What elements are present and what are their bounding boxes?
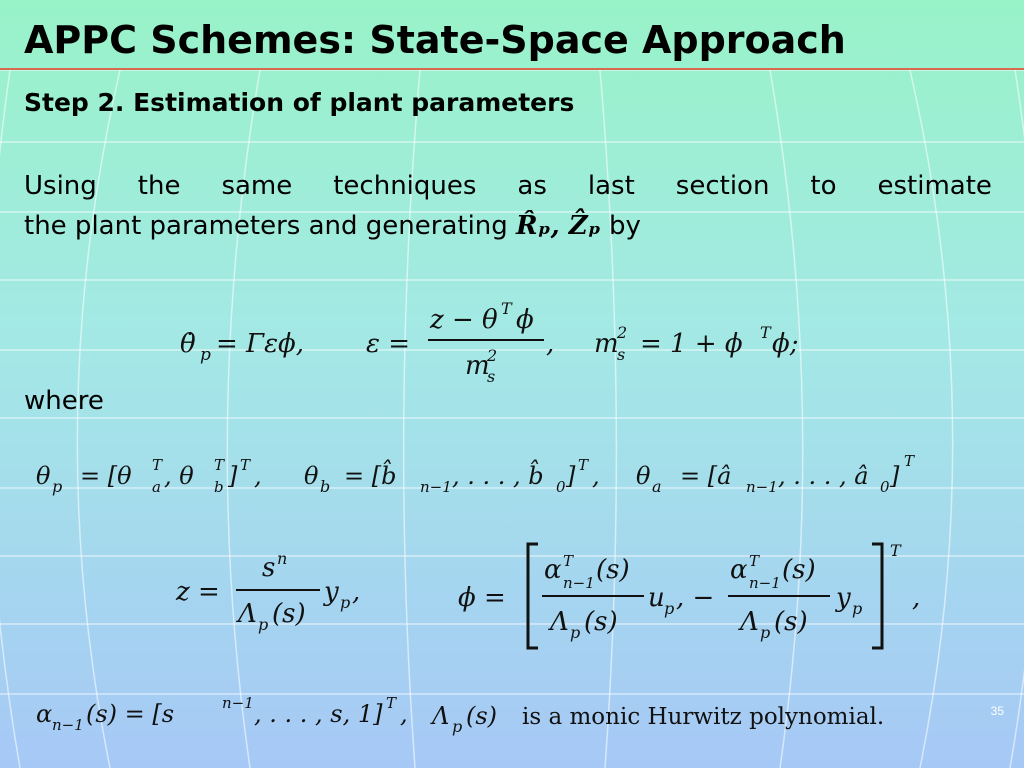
lambda-symbol: Λ	[432, 702, 450, 730]
ta-T: T	[904, 452, 915, 470]
alpha-lhs-tail: (s) = [s	[86, 700, 175, 728]
f1-num: α	[544, 555, 562, 585]
ms-sub: s	[617, 345, 626, 364]
tp-lhs: θ	[36, 462, 51, 490]
intro-line-2-prefix: the plant parameters and generating	[24, 211, 508, 241]
intro-word: section	[675, 171, 770, 201]
slide-title: APPC Schemes: State-Space Approach	[24, 18, 846, 62]
f2-den-tail: (s)	[774, 607, 808, 637]
tb-0: 0	[556, 478, 566, 496]
tb-dots: , . . . , b̂	[452, 462, 544, 490]
intro-word: the	[137, 171, 181, 201]
f2-den: Λ	[740, 607, 759, 637]
eps-den-sub: s	[487, 367, 496, 386]
phi-lhs: ϕ =	[458, 583, 506, 613]
ta-lhs: θ	[636, 462, 651, 490]
eps-tail: ,	[546, 329, 555, 359]
tp-T: T	[240, 456, 251, 474]
intro-math-symbols: R̂ₚ, Ẑₚ	[516, 211, 601, 241]
z-den: Λ	[238, 599, 257, 629]
f1-num-sup: T	[563, 552, 574, 570]
yp2-sub: p	[852, 599, 863, 618]
intro-word: as	[517, 171, 547, 201]
ta-0: 0	[880, 478, 890, 496]
tb-sub: b	[320, 477, 331, 496]
ms-rhs: = 1 + ϕ	[640, 329, 743, 359]
outer-comma: ,	[912, 583, 921, 613]
alpha-comma: ,	[400, 700, 408, 728]
ta-rhs: = [â	[680, 462, 732, 490]
z-num-sup: n	[277, 549, 288, 568]
tp-a-sup: T	[152, 456, 163, 474]
f1-num-sub: n−1	[563, 574, 595, 592]
outer-T: T	[890, 541, 901, 560]
hurwitz-text: is a monic Hurwitz polynomial.	[522, 704, 885, 730]
z-yp-sub: p	[340, 593, 351, 612]
tb-lhs: θ	[304, 462, 319, 490]
f2-num-sub: n−1	[749, 574, 781, 592]
intro-word: to	[810, 171, 837, 201]
eps-num: z − θ	[430, 305, 498, 335]
tp-a-sub: a	[152, 478, 161, 496]
f1-num-tail: (s)	[596, 555, 630, 585]
alpha-list-T: T	[386, 694, 397, 712]
tp-comma: ,	[254, 462, 262, 490]
alpha-s-sup: n−1	[222, 694, 254, 712]
tb-comma: ,	[592, 462, 600, 490]
z-yp: y	[324, 577, 339, 607]
up: u	[648, 583, 665, 613]
tp-close: ]	[228, 462, 238, 490]
tp-mid: , θ	[164, 462, 194, 490]
theta-dot-sub: p	[200, 345, 211, 365]
intro-line-2-suffix: by	[608, 211, 641, 241]
alpha-list: , . . . , s, 1]	[254, 700, 383, 728]
ta-n1: n−1	[746, 478, 778, 496]
yp2: y	[836, 583, 851, 613]
z-den-tail: (s)	[272, 599, 306, 629]
z-den-sub: p	[258, 615, 269, 634]
lambda-tail: (s)	[466, 702, 498, 730]
tb-rhs: = [b̂	[344, 462, 397, 490]
lambda-sub: p	[452, 717, 463, 736]
f1-den-sub: p	[570, 623, 581, 642]
tb-n1: n−1	[420, 478, 452, 496]
where-label: where	[24, 386, 104, 416]
tp-b-sub: b	[214, 478, 224, 496]
title-divider	[0, 68, 1024, 70]
eps-num-sup: T	[501, 299, 512, 318]
f2-num-tail: (s)	[782, 555, 816, 585]
f1-den-tail: (s)	[584, 607, 618, 637]
tb-close: ]	[566, 462, 576, 490]
eps-lhs: ε =	[366, 329, 411, 359]
intro-word: last	[587, 171, 635, 201]
alpha-lhs: α	[36, 700, 53, 728]
z-comma: ,	[352, 577, 361, 607]
z-lhs: z =	[176, 577, 220, 607]
theta-dot: θ̇	[180, 329, 196, 359]
z-num: s	[262, 553, 276, 583]
tp-rhs: = [θ	[80, 462, 132, 490]
intro-line-2	[24, 206, 992, 246]
f2-num-sup: T	[749, 552, 760, 570]
theta-dot-rhs: = Γεϕ,	[216, 329, 305, 359]
eps-den-sup: 2	[487, 346, 498, 365]
phi-mid: , −	[676, 583, 715, 613]
ta-close: ]	[890, 462, 900, 490]
intro-paragraph	[24, 166, 992, 246]
intro-line-1	[24, 166, 992, 206]
f2-num: α	[730, 555, 748, 585]
up-sub: p	[664, 599, 675, 618]
f2-den-sub: p	[760, 623, 771, 642]
ta-dots: , . . . , â	[778, 462, 869, 490]
f1-den: Λ	[550, 607, 569, 637]
ms-rhs-sup: T	[760, 323, 771, 342]
intro-word: estimate	[877, 171, 992, 201]
intro-word: same	[221, 171, 293, 201]
slide-subtitle: Step 2. Estimation of plant parameters	[24, 88, 575, 117]
ms-rhs-tail: ϕ;	[772, 329, 799, 359]
tp-b-sup: T	[214, 456, 225, 474]
eps-den: m	[465, 351, 490, 381]
eps-num-tail: ϕ	[516, 305, 534, 335]
ta-sub: a	[652, 477, 662, 496]
page-number: 35	[990, 704, 1004, 718]
tp-sub: p	[52, 477, 63, 496]
tb-T: T	[578, 456, 589, 474]
ms-lhs: m	[594, 329, 619, 359]
alpha-lhs-sub: n−1	[52, 716, 84, 734]
intro-word: techniques	[333, 171, 477, 201]
intro-word: Using	[24, 171, 97, 201]
ms-sup: 2	[617, 323, 628, 342]
